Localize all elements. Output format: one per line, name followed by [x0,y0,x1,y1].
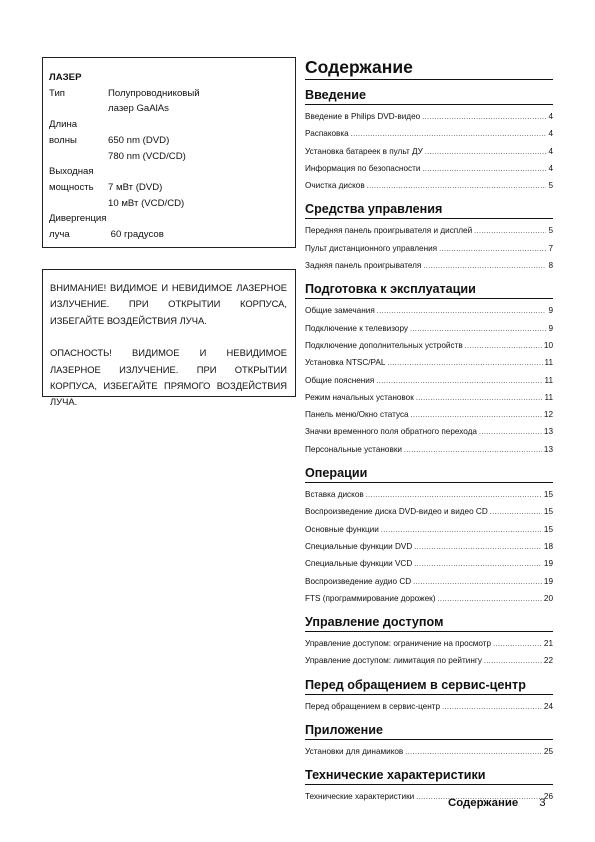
toc-entry-text: Персональные установки [305,444,402,454]
toc-entry [305,539,553,556]
toc-dot-leader [367,179,547,195]
toc-entry [305,591,553,608]
toc-entry-page: 20 [543,593,553,603]
toc-entry-page: 7 [548,243,553,253]
toc-dot-leader [490,505,542,521]
toc-dot-leader [422,110,546,126]
toc-dot-leader [425,145,547,161]
toc-entry-text: FTS (программирование дорожек) [305,593,436,603]
toc-section-title: Технические характеристики [305,767,553,785]
laser-spec-label: Длина [49,119,78,131]
toc-entry [305,390,553,407]
toc-section [305,614,553,671]
toc-dot-leader [437,592,541,608]
toc-entry-text: Очистка дисков [305,181,365,191]
toc-dot-leader [423,259,546,275]
toc-section-title: Подготовка к эксплуатации [305,281,553,299]
toc-dot-leader [387,356,542,372]
toc-entry-text: Подключение к телевизору [305,323,409,333]
toc-entry-page: 5 [548,181,553,191]
toc-entry [305,522,553,539]
laser-spec-label: Тип [49,87,65,99]
toc-section-title: Введение [305,87,553,105]
toc-section [305,87,553,195]
toc-entry-text: Технические характеристики [305,792,415,802]
toc-entry [305,303,553,320]
toc-dot-leader [439,242,546,258]
warning-text: ВНИМАНИЕ! ВИДИМОЕ И НЕВИДИМОЕ ЛАЗЕРНОЕ ИЗЛУЧЕНИЕ. ПРИ ОТКРЫТИИ КОРПУСА, ИЗБЕГАЙТЕ ВОЗДЕЙСТВИЯ ЛУЧА. [50,282,287,326]
toc-sections [305,87,553,807]
laser-spec-label [49,149,108,165]
toc-entry-text: Режим начальных установок [305,392,414,402]
toc-entry-text: Установки для динамиков [305,747,404,757]
toc-dot-leader [414,540,542,556]
toc-entry [305,424,553,441]
laser-spec-value: 10 мВт (VCD/CD) [108,197,185,209]
toc-entry-page: 25 [543,747,553,757]
toc-entry-page: 10 [543,340,553,350]
toc-dot-leader [416,391,543,407]
toc-entry [305,321,553,338]
laser-spec-row [49,117,295,133]
laser-spec-label: мощность [49,181,94,193]
toc-entry [305,338,553,355]
toc-entry [305,442,553,459]
laser-spec-label [49,196,108,212]
toc-section [305,677,553,716]
toc-section [305,201,553,275]
toc-entry [305,574,553,591]
toc-section-title: Приложение [305,722,553,740]
toc-entry-text: Перед обращением в сервис-центр [305,701,441,711]
toc-dot-leader [442,700,542,716]
page-footer [448,797,546,809]
toc-dot-leader [479,425,542,441]
toc-section-title: Перед обращением в сервис-центр [305,677,553,695]
laser-spec-value: 650 nm (DVD) [108,134,170,146]
laser-spec-row [49,211,295,227]
laser-spec-rows [49,86,295,243]
toc-entry [305,744,553,761]
laser-spec-row [49,196,295,212]
toc-dot-leader [493,637,542,653]
toc-entry-page: 12 [543,410,553,420]
laser-spec-value: 7 мВт (DVD) [108,181,163,193]
laser-spec-value: лазер GaAlAs [108,103,169,115]
toc-entry [305,504,553,521]
toc-entry-page: 9 [548,306,553,316]
toc-entry-page: 26 [543,792,553,802]
toc-entry-text: Введение в Philips DVD-видео [305,112,421,121]
toc-section [305,465,553,608]
toc-entry-text: Специальные функции VCD [305,559,413,569]
toc-entry [305,223,553,240]
toc-entry-page: 19 [543,559,553,569]
toc-entry-text: Панель меню/Окно статуса [305,410,409,420]
toc-entry-page: 24 [543,701,553,711]
toc-dot-leader [413,575,542,591]
laser-title: ЛАЗЕР [49,72,82,83]
toc-section [305,722,553,761]
toc-entry [305,407,553,424]
laser-spec-label [49,101,108,117]
toc-entry-page: 22 [543,656,553,666]
toc-entry-page: 4 [548,163,553,173]
toc-entry [305,144,553,161]
toc-entry-page: 15 [543,524,553,534]
toc-entry [305,126,553,143]
laser-spec-row [49,86,295,102]
toc-entry-page: 9 [548,323,553,333]
toc-entry-text: Распаковка [305,129,349,139]
toc-entry-text: Общие замечания [305,306,375,316]
toc-dot-leader [411,408,542,424]
laser-warning-box [42,269,296,408]
toc-entry [305,699,553,716]
toc-entry-page: 13 [543,444,553,454]
toc-entry-page: 15 [543,507,553,517]
toc-entry-page: 11 [544,375,553,385]
toc-dot-leader [410,322,546,338]
laser-spec-label: Выходная [49,166,94,178]
laser-spec-label: Дивергенция [49,213,107,225]
toc-entry [305,373,553,390]
toc-dot-leader [377,304,547,320]
toc-dot-leader [351,127,547,143]
toc-entry-text: Информация по безопасности [305,163,421,173]
table-of-contents [305,56,553,813]
toc-entry [305,636,553,653]
toc-section [305,281,553,459]
toc-entry [305,109,553,126]
toc-entry-text: Общие пояснения [305,375,375,385]
toc-entry-text: Специальные функции DVD [305,541,413,551]
toc-dot-leader [381,523,542,539]
laser-spec-row [49,149,295,165]
laser-spec-row [49,180,295,196]
toc-entry [305,258,553,275]
toc-title: Содержание [305,56,553,80]
toc-dot-leader [366,488,542,504]
toc-entry-page: 13 [543,427,553,437]
toc-entry [305,161,553,178]
danger-text: ОПАСНОСТЬ! ВИДИМОЕ И НЕВИДИМОЕ ЛАЗЕРНОЕ ИЗЛУЧЕНИЕ. ПРИ ОТКРЫТИИ КОРПУСА, ИЗБЕГАЙТЕ ПРЯМОГО ВОЗДЕЙСТВИЯ ЛУЧА. [50,347,287,408]
toc-section-title: Операции [305,465,553,483]
toc-dot-leader [405,745,542,761]
toc-dot-leader [376,374,542,390]
toc-entry-page: 4 [548,112,553,121]
laser-spec-value: Полупроводниковый [108,87,200,99]
toc-entry-text: Воспроизведение аудио CD [305,576,412,586]
toc-entry [305,241,553,258]
toc-entry-text: Установка NTSC/PAL [305,358,386,368]
toc-entry-page: 8 [548,261,553,271]
toc-dot-leader [404,443,542,459]
toc-section-title: Средства управления [305,201,553,219]
toc-dot-leader [484,654,542,670]
toc-entry-page: 4 [548,129,553,139]
toc-entry-text: Управление доступом: ограничение на просмотр [305,639,492,649]
laser-spec-row [49,133,295,149]
toc-entry-text: Значки временного поля обратного перехода [305,427,477,437]
toc-entry-text: Вставка дисков [305,490,364,500]
toc-entry-text: Передняя панель проигрывателя и дисплей [305,226,473,236]
toc-entry-page: 5 [548,226,553,236]
toc-entry-page: 11 [544,392,553,402]
laser-spec-value: 780 nm (VCD/CD) [108,150,186,162]
toc-section-title: Управление доступом [305,614,553,632]
laser-spec-row [49,227,295,243]
toc-dot-leader [474,224,546,240]
toc-entry [305,556,553,573]
laser-spec-value: 60 градусов [108,229,164,241]
toc-entry-text: Задняя панель проигрывателя [305,261,422,271]
laser-spec-row [49,101,295,117]
toc-entry-page: 19 [543,576,553,586]
toc-entry-page: 11 [544,358,553,368]
toc-entry [305,178,553,195]
laser-spec-row [49,164,295,180]
toc-dot-leader [422,162,546,178]
laser-specs-box [42,57,296,248]
toc-entry [305,653,553,670]
laser-spec-label: луча [49,229,70,241]
toc-entry-page: 21 [543,639,553,649]
laser-spec-label: волны [49,134,77,146]
toc-entry-text: Пульт дистанционного управления [305,243,438,253]
toc-entry-text: Подключение дополнительных устройств [305,340,463,350]
toc-entry-page: 15 [543,490,553,500]
toc-entry-text: Управление доступом: лимитация по рейтингу [305,656,482,666]
toc-entry-page: 4 [548,146,553,156]
toc-entry [305,487,553,504]
toc-entry-text: Установка батареек в пульт ДУ [305,146,423,156]
toc-dot-leader [465,339,542,355]
toc-entry-page: 18 [543,541,553,551]
toc-entry-text: Воспроизведение диска DVD-видео и видео CD [305,507,488,517]
toc-entry-text: Основные функции [305,524,379,534]
footer-label: Содержание [448,797,519,809]
page-number: 3 [539,797,546,809]
toc-dot-leader [414,557,542,573]
toc-entry [305,355,553,372]
